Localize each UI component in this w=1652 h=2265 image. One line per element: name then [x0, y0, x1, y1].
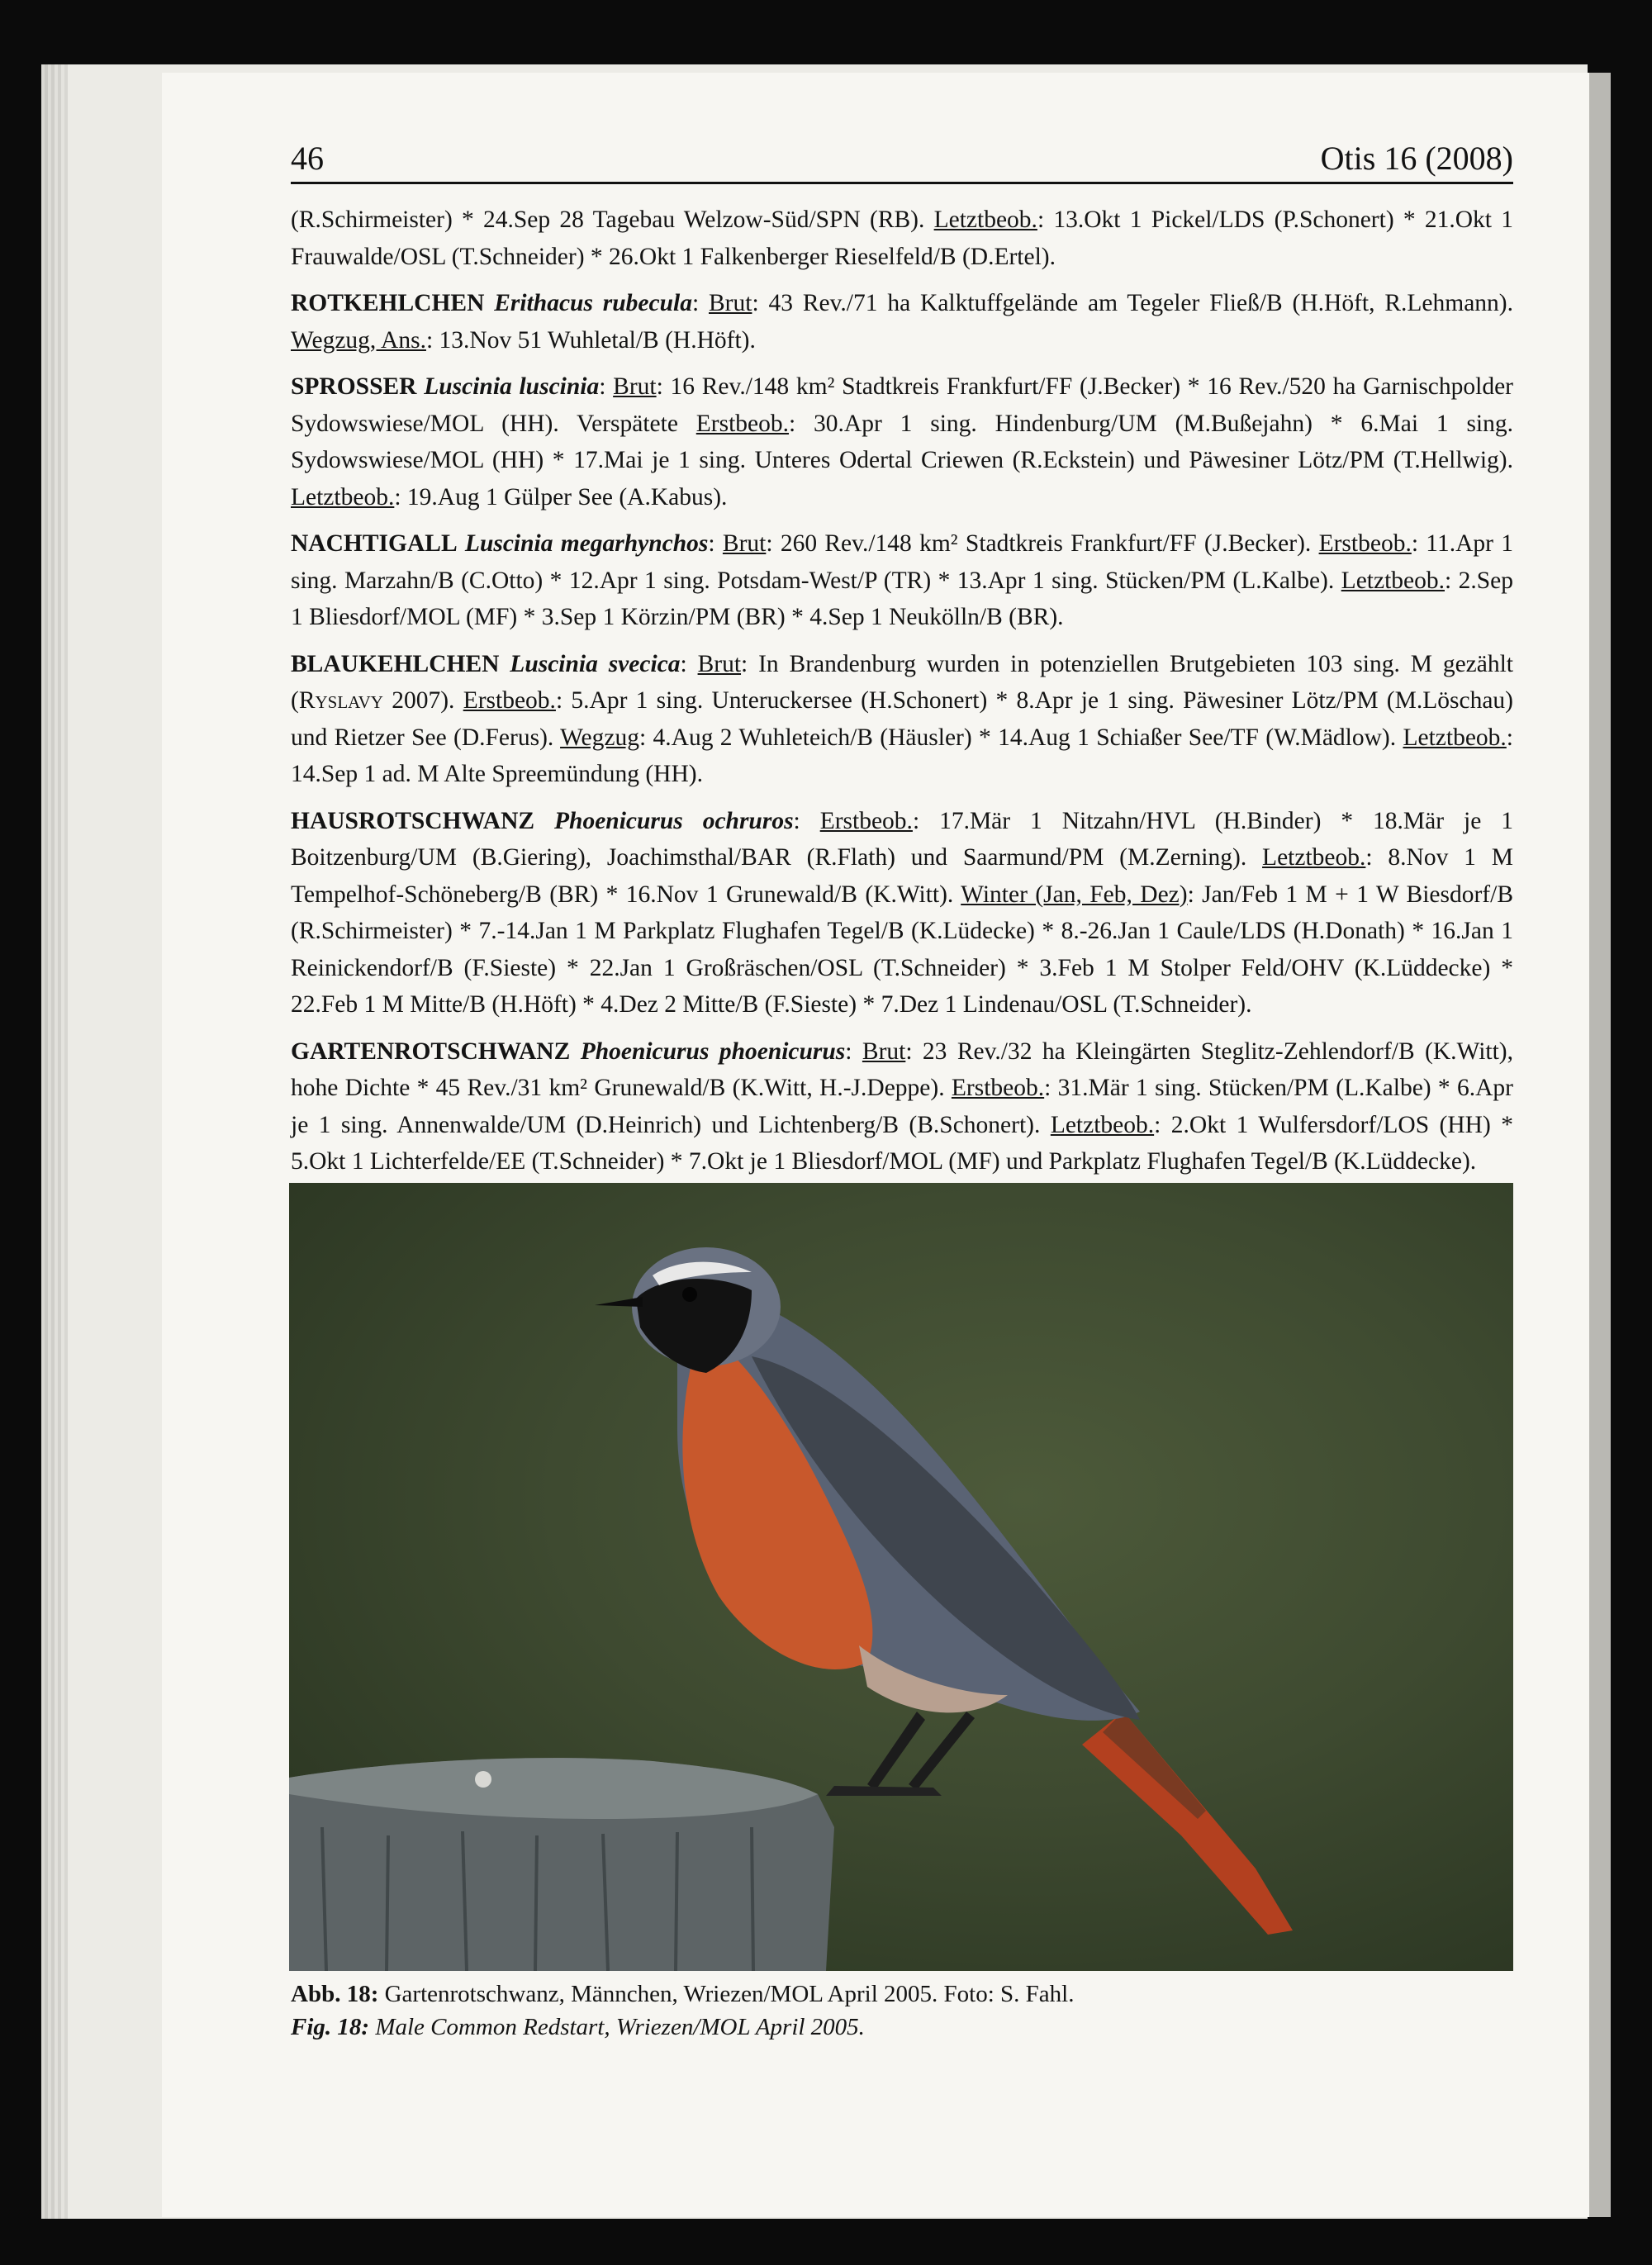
- citation-author: Ryslavy: [298, 687, 383, 714]
- text: : In Brandenburg wurden in potenziellen Brutgebieten 103 sing. M gezählt (: [291, 650, 1513, 714]
- text: : 4.Aug 2 Wuhleteich/B (Häusler) * 14.Aug 1 Schiaßer See/TF (W.Mädlow).: [638, 724, 1403, 751]
- text: : 11.Apr 1 sing. Marzahn/B (C.Otto) * 12.Apr 1 sing. Potsdam-West/P (TR) * 13.Apr 1 sing. Stücken/PM (L.Kalbe).: [291, 530, 1513, 594]
- species-name: GARTENROTSCHWANZ: [291, 1038, 571, 1065]
- header-rule: [291, 182, 1513, 184]
- label-brut: Brut: [697, 650, 742, 677]
- latin-name: Phoenicurus phoenicurus: [580, 1038, 846, 1065]
- running-header: [291, 132, 1513, 183]
- latin-name: Phoenicurus ochruros: [554, 807, 794, 834]
- label-erstbeob: Erstbeob.: [695, 410, 790, 437]
- latin-name: Erithacus rubecula: [494, 290, 692, 316]
- text: (R.Schirmeister) * 24.Sep 28 Tagebau Welzow-Süd/SPN (RB).: [291, 207, 934, 233]
- text: :: [845, 1038, 862, 1065]
- caption-german: [291, 1978, 1513, 2011]
- label-wegzug: Wegzug, Ans.: [291, 326, 426, 354]
- text: : 5.Apr 1 sing. Unteruckersee (H.Schonert) * 8.Apr je 1 sing. Päwesiner Lötz/PM (M.Löschau) und Rietzer See (D.Ferus).: [291, 687, 1513, 751]
- text: : 14.Sep 1 ad. M Alte Spreemündung (HH).: [291, 724, 1513, 787]
- species-name: SPROSSER: [291, 373, 417, 400]
- label-brut: Brut: [709, 290, 752, 316]
- label-erstbeob: Erstbeob.: [1318, 530, 1412, 557]
- label-brut: Brut: [862, 1038, 906, 1065]
- text: : 31.Mär 1 sing. Stücken/PM (L.Kalbe) * 6.Apr je 1 sing. Annenwalde/UM (D.Heinrich) und Lichtenberg/B (B.Schonert).: [291, 1075, 1513, 1138]
- label-erstbeob: Erstbeob.: [463, 687, 556, 714]
- text: : 19.Aug 1 Gülper See (A.Kabus).: [394, 483, 728, 510]
- caption-text: Male Common Redstart, Wriezen/MOL April 2005.: [369, 2014, 865, 2040]
- text: : 260 Rev./148 km² Stadtkreis Frankfurt/FF (J.Becker).: [766, 530, 1319, 557]
- text: : 13.Okt 1 Pickel/LDS (P.Schonert) * 21.Okt 1 Frauwalde/OSL (T.Schneider) * 26.Okt 1 Falkenberger Rieselfeld/B (D.Ertel).: [291, 207, 1513, 270]
- species-name: HAUSROTSCHWANZ: [291, 807, 535, 834]
- label-brut: Brut: [613, 373, 657, 400]
- latin-name: Luscinia svecica: [510, 650, 681, 677]
- entry-sprosser: [291, 368, 1513, 515]
- entry-nachtigall: [291, 525, 1513, 636]
- species-name: NACHTIGALL: [291, 530, 458, 557]
- latin-name: Luscinia megarhynchos: [464, 530, 709, 557]
- caption-english: [291, 2011, 1513, 2044]
- text: :: [793, 807, 820, 834]
- text: : 2.Okt 1 Wulfersdorf/LOS (HH) * 5.Okt 1 Lichterfelde/EE (T.Schneider) * 7.Okt je 1 Bliesdorf/MOL (MF) und Parkplatz Flughafen Tegel/B (K.Lüddecke).: [291, 1111, 1513, 1175]
- facing-page-edge: [1589, 73, 1611, 2217]
- bird-eye: [682, 1287, 697, 1302]
- article-body: [291, 202, 1513, 1190]
- label-brut: Brut: [722, 530, 767, 557]
- post-lichen: [475, 1771, 491, 1788]
- text: : 23 Rev./32 ha Kleingärten Steglitz-Zehlendorf/B (K.Witt), hohe Dichte * 45 Rev./31 km² Grunewald/B (K.Witt, H.-J.Deppe).: [291, 1038, 1513, 1101]
- redstart-photo: [289, 1183, 1513, 1971]
- entry-hausrotschwanz: [291, 803, 1513, 1023]
- label-erstbeob: Erstbeob.: [951, 1075, 1045, 1101]
- entry-blaukehlchen: [291, 646, 1513, 793]
- journal-title: Otis 16 (2008): [1320, 140, 1513, 177]
- label-letztbeob: Letztbeob.: [1403, 724, 1507, 751]
- label-letztbeob: Letztbeob.: [1341, 567, 1445, 594]
- label-wegzug: Wegzug: [560, 724, 639, 751]
- text: :: [708, 530, 723, 557]
- label-letztbeob: Letztbeob.: [933, 207, 1037, 233]
- text: : 2.Sep 1 Bliesdorf/MOL (MF) * 3.Sep 1 Körzin/PM (BR) * 4.Sep 1 Neukölln/B (BR).: [291, 567, 1513, 630]
- caption-label: Abb. 18:: [291, 1981, 379, 2007]
- entry-gartenrotschwanz: [291, 1033, 1513, 1180]
- bird-beak: [595, 1297, 643, 1307]
- text: : Jan/Feb 1 M + 1 W Biesdorf/B (R.Schirmeister) * 7.-14.Jan 1 M Parkplatz Flughafen Tegel/B (K.Lüdecke) * 8.-26.Jan 1 Caule/LDS (H.Donath) * 16.Jan 1 Reinickendorf/B (F.Sieste) * 22.Jan 1 Großräschen/OSL (T.Schneider) * 3.Feb 1 M Stolper Feld/OHV (K.Lüddecke) * 22.Feb 1 M Mitte/B (H.Höft) * 4.Dez 2 Mitte/B (F.Sieste) * 7.Dez 1 Lindenau/OSL (T.Schneider).: [291, 881, 1513, 1018]
- text: : 17.Mär 1 Nitzahn/HVL (H.Binder) * 18.Mär je 1 Boitzenburg/UM (B.Giering), Joachimsthal/BAR (R.Flath) und Saarmund/PM (M.Zerning).: [291, 807, 1513, 871]
- text: :: [691, 290, 709, 316]
- page-number: 46: [291, 140, 324, 177]
- text: : 43 Rev./71 ha Kalktuffgelände am Tegeler Fließ/B (H.Höft, R.Lehmann).: [752, 290, 1513, 316]
- latin-name: Luscinia luscinia: [424, 373, 600, 400]
- text: :: [599, 373, 614, 400]
- label-erstbeob: Erstbeob.: [819, 807, 913, 834]
- tail-shape: [1082, 1712, 1293, 1935]
- text: : 13.Nov 51 Wuhletal/B (H.Höft).: [425, 326, 756, 354]
- bird-feet: [826, 1786, 942, 1796]
- entry-continuation: [291, 202, 1513, 275]
- label-letztbeob: Letztbeob.: [1262, 844, 1366, 871]
- text: :: [680, 650, 698, 677]
- text: 2007).: [382, 687, 463, 714]
- label-winter: Winter (Jan, Feb, Dez): [961, 881, 1188, 908]
- text: : 16 Rev./148 km² Stadtkreis Frankfurt/FF (J.Becker) * 16 Rev./520 ha Garnischpolder Sydowswiese/MOL (HH). Verspätete: [291, 373, 1514, 437]
- caption-label: Fig. 18:: [291, 2014, 370, 2040]
- species-name: ROTKEHLCHEN: [291, 290, 485, 316]
- figure-caption: [291, 1978, 1513, 2044]
- caption-text: Gartenrotschwanz, Männchen, Wriezen/MOL April 2005. Foto: S. Fahl.: [378, 1981, 1075, 2007]
- label-letztbeob: Letztbeob.: [1050, 1111, 1155, 1138]
- label-letztbeob: Letztbeob.: [291, 483, 395, 510]
- bird-illustration: [289, 1183, 1513, 1971]
- entry-rotkehlchen: [291, 285, 1513, 359]
- text: : 30.Apr 1 sing. Hindenburg/UM (M.Bußejahn) * 6.Mai 1 sing. Sydowswiese/MOL (HH) * 17.Mai je 1 sing. Unteres Odertal Criewen (R.Eckstein) und Päwesiner Lötz/PM (T.Hellwig).: [291, 410, 1514, 473]
- text: : 8.Nov 1 M Tempelhof-Schöneberg/B (BR) * 16.Nov 1 Grunewald/B (K.Witt).: [291, 844, 1514, 908]
- species-name: BLAUKEHLCHEN: [291, 650, 500, 677]
